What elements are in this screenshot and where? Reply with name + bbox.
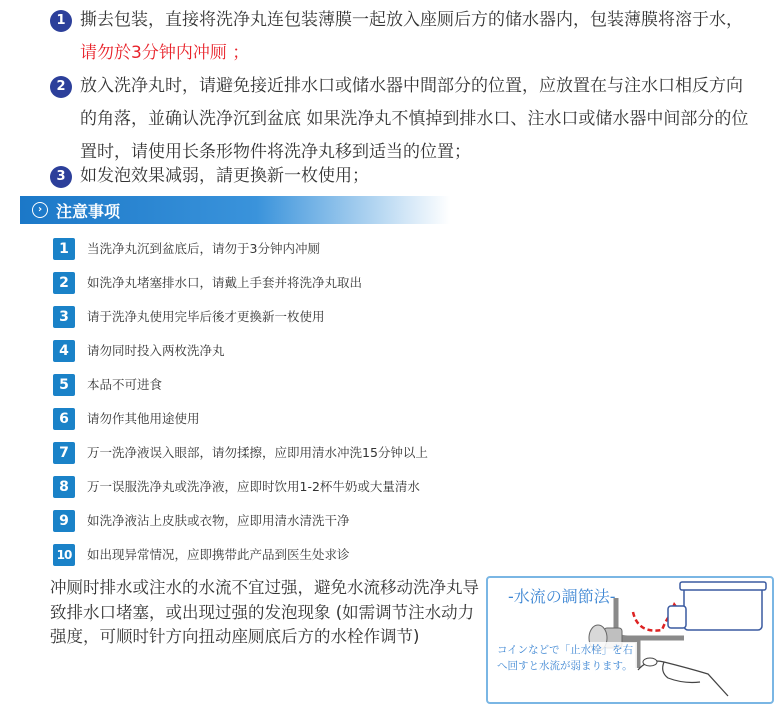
number-badge: 2	[53, 272, 75, 294]
number-badge: 3	[53, 306, 75, 328]
note-text: 请于洗净丸使用完毕后後才更換新一枚使用	[87, 309, 325, 324]
number-badge: 10	[53, 544, 75, 566]
note-text: 请勿同时投入两枚洗净丸	[87, 343, 225, 358]
number-badge: 6	[53, 408, 75, 430]
water-flow-diagram	[486, 576, 774, 704]
warning-highlight: 请勿於3分钟内冲厕 ；	[80, 43, 250, 63]
step-text: 如发泡效果减弱，請更換新一枚使用；	[80, 166, 369, 186]
note-text: 请勿作其他用途使用	[87, 411, 200, 426]
notice-banner	[20, 196, 450, 224]
notice-title: 注意事项	[56, 202, 121, 221]
note-text: 万一洗净液误入眼部，请勿揉擦，应即用清水冲洗15分钟以上	[87, 445, 428, 460]
step-3	[50, 160, 750, 193]
note-text: 如出现异常情况，应即携带此产品到医生处求诊	[87, 547, 350, 562]
note-text: 如洗净丸堵塞排水口，请戴上手套并将洗净丸取出	[87, 275, 363, 290]
note-text: 本品不可进食	[87, 377, 163, 392]
number-badge: 9	[53, 510, 75, 532]
water-flow-note: 冲厕时排水或注水的水流不宜过强，避免水流移动洗净丸导致排水口堵塞，或出现过强的发泡现象 (如需调节注水动力强度，可顺时针方向扭动座厕底后方的水栓作调节)	[50, 578, 479, 646]
number-badge: 1	[53, 238, 75, 260]
number-badge: 5	[53, 374, 75, 396]
number-badge: 7	[53, 442, 75, 464]
number-badge: 8	[53, 476, 75, 498]
diagram-title: -水流の調節法-	[508, 587, 616, 606]
note-text: 如洗净液沾上皮肤或衣物，应即用清水清洗干净	[87, 513, 350, 528]
step-1	[50, 4, 750, 70]
number-badge: 4	[53, 340, 75, 362]
note-text: 万一误服洗净丸或洗净液，应即时饮用1-2杯牛奶或大量清水	[87, 479, 420, 494]
note-text: 当洗净丸沉到盆底后，请勿于3分钟内冲厕	[87, 241, 320, 256]
chevron-right-icon: ›	[32, 202, 48, 218]
step-number-badge: 3	[50, 166, 72, 188]
step-text: 撕去包装，直接将洗净丸连包装薄膜一起放入座厕后方的储水器内，包装薄膜将溶于水，	[80, 10, 743, 30]
diagram-caption: コインなどで「止水栓」を右へ回すと水流が弱まります。	[497, 642, 637, 674]
step-2	[50, 70, 750, 169]
step-number-badge: 1	[50, 10, 72, 32]
step-text: 放入洗净丸时，请避免接近排水口或储水器中間部分的位置，应放置在与注水口相反方向的角落，並确认洗净沉到盆底 如果洗净丸不慎掉到排水口、注水口或储水器中间部分的位置时，请使用长条形物件将洗净丸移到适当的位置；	[80, 76, 749, 162]
step-number-badge: 2	[50, 76, 72, 98]
